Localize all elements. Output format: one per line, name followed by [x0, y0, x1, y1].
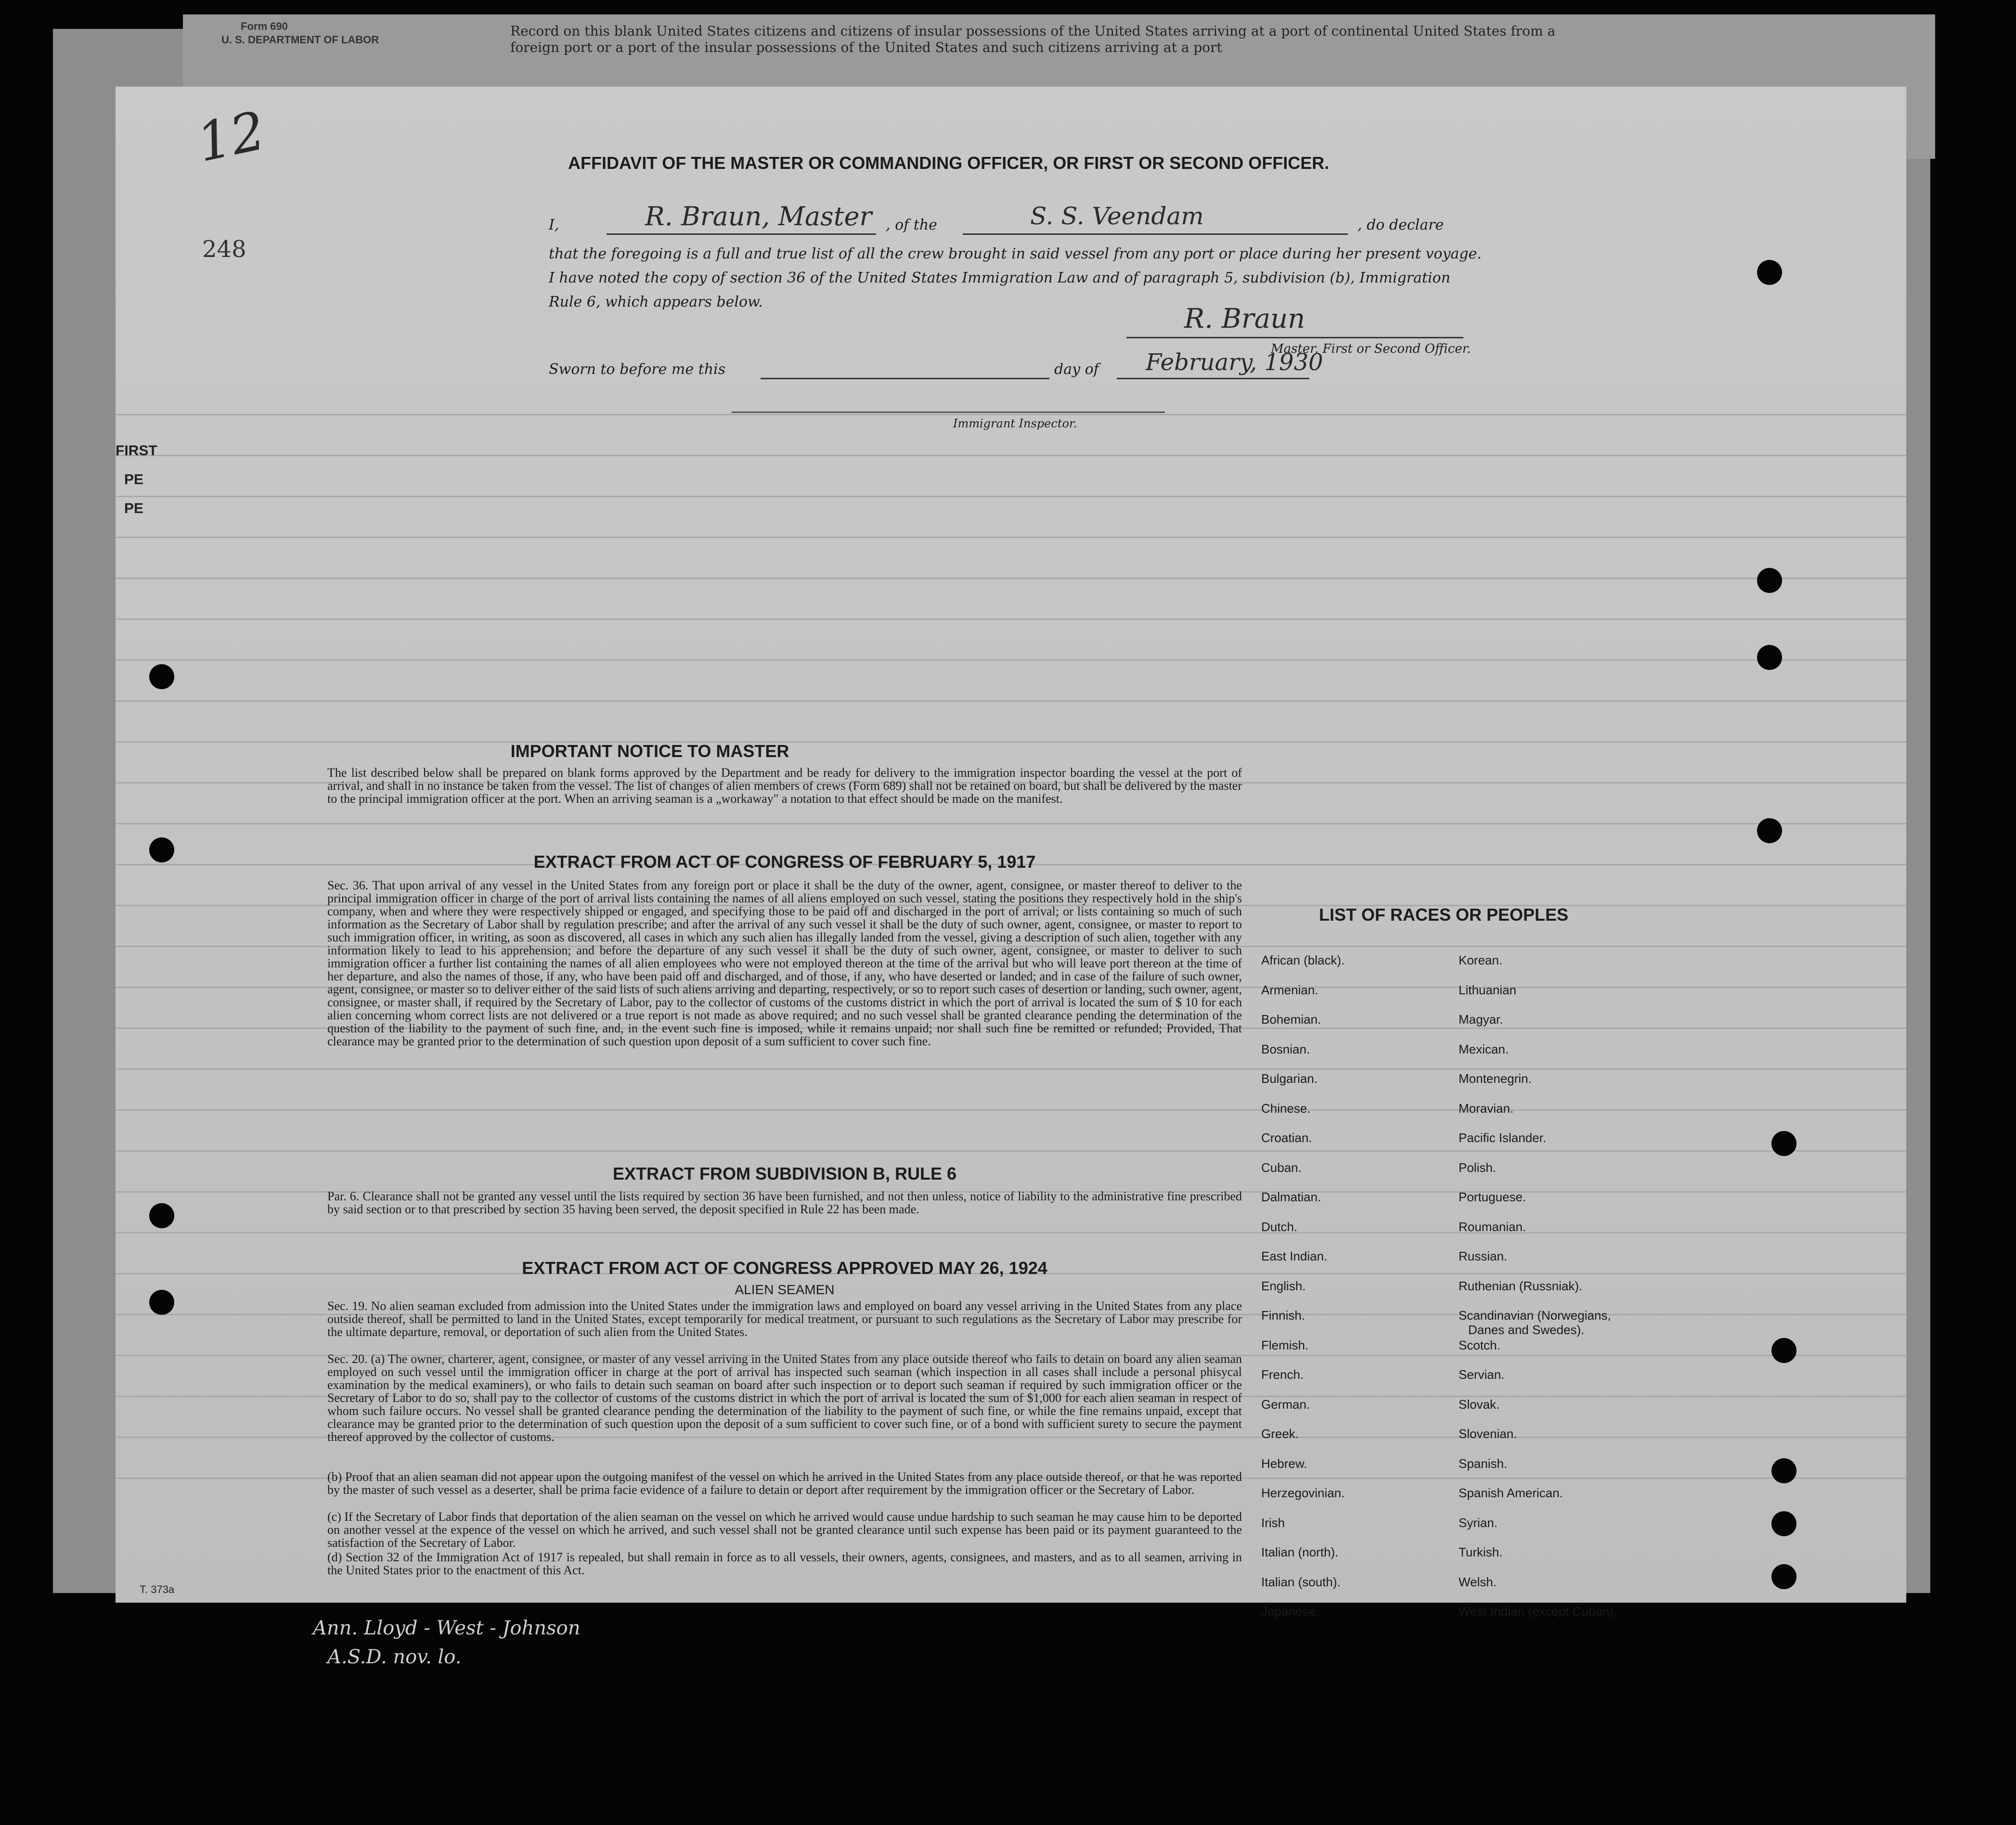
sworn-rule	[761, 378, 1049, 379]
punch-hole	[1771, 1338, 1796, 1363]
margin-mark-pe-1: PE	[124, 472, 144, 488]
department-label: U. S. DEPARTMENT OF LABOR	[221, 34, 379, 46]
race-item: Dalmatian.	[1261, 1190, 1321, 1204]
vessel-name-handwritten: S. S. Veendam	[1030, 202, 1204, 230]
punch-hole	[1757, 568, 1782, 593]
act-1924-title: EXTRACT FROM ACT OF CONGRESS APPROVED MAY 26, 1924	[522, 1258, 1047, 1278]
stamp-number: 248	[202, 236, 246, 263]
race-item: Danes and Swedes).	[1468, 1323, 1585, 1337]
race-item: Mexican.	[1459, 1041, 1509, 1056]
punch-hole	[1771, 1511, 1796, 1536]
signature-rule	[1126, 337, 1463, 338]
top-heading-line2: foreign port or a port of the insular possessions of the United States and such citizens arriving at a port	[510, 39, 1222, 55]
race-item: Portuguese.	[1459, 1190, 1526, 1204]
sheet-number-handwritten: 12	[192, 99, 271, 174]
punch-hole	[1757, 645, 1782, 670]
day-of-label: day of	[1054, 361, 1099, 378]
race-item: Scotch.	[1459, 1337, 1500, 1352]
act-1917-title: EXTRACT FROM ACT OF CONGRESS OF FEBRUARY 5, 1917	[533, 852, 1036, 872]
punch-hole	[149, 1290, 174, 1315]
sworn-date-handwritten: February, 1930	[1146, 349, 1323, 376]
form-number: Form 690	[241, 20, 288, 32]
race-item: Finnish.	[1261, 1308, 1305, 1323]
race-item: Moravian.	[1459, 1101, 1514, 1116]
rule6-title: EXTRACT FROM SUBDIVISION B, RULE 6	[612, 1164, 957, 1183]
race-item: Dutch.	[1261, 1219, 1298, 1234]
race-item: Bosnian.	[1261, 1041, 1310, 1056]
race-item: Ruthenian (Russniak).	[1459, 1278, 1583, 1293]
act-1924-subtitle: ALIEN SEAMEN	[735, 1282, 835, 1297]
race-item: Croatian.	[1261, 1131, 1312, 1145]
race-item: Slovenian.	[1459, 1427, 1517, 1441]
punch-hole	[1771, 1131, 1796, 1156]
manifest-page	[116, 87, 1906, 1619]
act-1924-sec20a: Sec. 20. (a) The owner, charterer, agent, consignee, or master of any vessel arriving in the United States from any place outside thereof who fails to detain on board any alien seaman employed on such vessel until the immigration officer in charge at the port of arrival has inspected such seaman (which inspection in all cases shall include a personal phisycal examination by the medical examiners), or who fails to detain such seaman on board after such inspection or to deport such seaman if required by such immigration officer or the Secretary of Labor to do so, shall pay to the collector of customs of the customs district in which the port of arrival is located the sum of $1,000 for each alien seaman in respect of whom such failure occurs. No vessel shall be granted clearance pending the determination of the liability to the payment of such fine, or while the fine remains unpaid, except that clearance may be granted prior to the determination of such question upon the deposit of a sum sufficient to cover such fine, or of a bond with sufficient surety to secure the payment thereof approved by the collector of customs.	[327, 1352, 1242, 1444]
handwritten-note-1: Ann. Lloyd - West - Johnson	[313, 1617, 581, 1639]
race-item: Syrian.	[1459, 1515, 1498, 1530]
race-item: Welsh.	[1459, 1574, 1497, 1589]
affidavit-title: AFFIDAVIT OF THE MASTER OR COMMANDING OFFICER, OR FIRST OR SECOND OFFICER.	[568, 153, 1330, 173]
do-declare: , do declare	[1357, 217, 1444, 233]
date-rule	[1117, 378, 1309, 379]
race-item: Cuban.	[1261, 1160, 1302, 1175]
punch-hole	[149, 1203, 174, 1228]
race-item: English.	[1261, 1278, 1306, 1293]
margin-mark-first: FIRST	[116, 443, 157, 459]
race-item: Turkish.	[1459, 1545, 1503, 1559]
race-item: Herzegovinian.	[1261, 1486, 1345, 1500]
inspector-rule	[732, 411, 1165, 413]
races-left-column	[1261, 953, 1344, 1634]
punch-hole	[149, 837, 174, 862]
act-1924-sec20d: (d) Section 32 of the Immigration Act of 1917 is repealed, but shall remain in force as to all vessels, their owners, agents, consignees, and masters, and as to all seamen, arriving in the United States prior to the enactment of this Act.	[327, 1550, 1242, 1577]
declaration-line4: Rule 6, which appears below.	[549, 294, 763, 310]
punch-hole	[1757, 260, 1782, 285]
act-1924-sec20b: (b) Proof that an alien seaman did not appear upon the outgoing manifest of the vessel on which he arrived in the United States from any place outside thereof, or that he was reported by the master of such vessel as a deserter, shall be prima facie evidence of a failure to detain or deport after requirement by the immigration officer or the Secretary of Labor.	[327, 1470, 1242, 1497]
act-1924-sec20c: (c) If the Secretary of Labor finds that deportation of the alien seaman on the vessel on which he arrived would cause undue hardship to such seaman he may cause him to be deported on another vessel at the expence of the vessel on which he arrived, and such vessel shall not be granted clearance until such expense has been paid or its payment guaranteed to the satisfaction of the Secretary of Labor.	[327, 1510, 1242, 1550]
signature-caption: Master, First or Second Officer.	[1271, 342, 1471, 356]
race-item: Spanish American.	[1459, 1486, 1563, 1500]
race-item: Russian.	[1459, 1249, 1508, 1263]
race-item: Polish.	[1459, 1160, 1497, 1175]
notice-title: IMPORTANT NOTICE TO MASTER	[510, 741, 789, 761]
race-item: Armenian.	[1261, 982, 1318, 997]
notice-text: The list described below shall be prepared on blank forms approved by the Department and be ready for delivery to the immigration inspector boarding the vessel at the port of arrival, and shall in no instance be taken from the vessel. The list of changes of alien members of crews (Form 689) shall not be retained on board, but shall be delivered by the master to the principal immigration officer at the port. When an arriving seaman is a „workaway" a notation to that effect should be made on the manifest.	[327, 766, 1242, 806]
form-code: T. 373a	[140, 1583, 175, 1595]
name-rule	[607, 233, 876, 235]
race-item: Lithuanian	[1459, 982, 1516, 997]
declaration-i: I,	[549, 217, 559, 233]
race-item: Slovak.	[1459, 1397, 1500, 1412]
race-item: Flemish.	[1261, 1337, 1309, 1352]
race-item: Scandinavian (Norwegians,	[1459, 1308, 1611, 1323]
master-name-handwritten: R. Braun, Master	[645, 201, 872, 231]
punch-hole	[1771, 1564, 1796, 1589]
race-item: East Indian.	[1261, 1249, 1328, 1263]
inspector-caption: Immigrant Inspector.	[953, 417, 1077, 430]
vessel-rule	[963, 233, 1348, 235]
race-item: German.	[1261, 1397, 1310, 1412]
race-item: Montenegrin.	[1459, 1071, 1532, 1086]
race-item: Chinese.	[1261, 1101, 1311, 1116]
punch-hole	[1771, 1458, 1796, 1483]
act-1924-sec19: Sec. 19. No alien seaman excluded from admission into the United States under the immigration laws and employed on board any vessel arriving in the United States from any place outside thereof, shall be permitted to land in the United States, except temporarily for medical treatment, or pursuant to such regulations as the Secretary of Labor may prescribe for the ultimate departure, removal, or deportation of such alien from the United States.	[327, 1299, 1242, 1339]
punch-hole	[149, 664, 174, 689]
handwritten-note-2: A.S.D. nov. lo.	[327, 1646, 462, 1668]
race-item: Bohemian.	[1261, 1012, 1321, 1027]
rule6-text: Par. 6. Clearance shall not be granted any vessel until the lists required by section 36 have been furnished, and not then unless, notice of liability to the administrative fine prescribed by said section or to that prescribed by section 35 having been served, the deposit specified in Rule 22 has been made.	[327, 1189, 1242, 1216]
margin-mark-pe-2: PE	[124, 501, 144, 516]
race-item: West Indian (except Cuban).	[1459, 1604, 1617, 1619]
race-item: Greek.	[1261, 1427, 1299, 1441]
signature-handwritten: R. Braun	[1184, 303, 1305, 334]
race-item: Italian (north).	[1261, 1545, 1339, 1559]
races-right-column	[1459, 953, 1617, 1634]
race-item: Japanese.	[1261, 1604, 1319, 1619]
race-item: African (black).	[1261, 953, 1345, 967]
punch-hole	[1757, 818, 1782, 843]
race-item: Hebrew.	[1261, 1456, 1307, 1471]
race-item: Spanish.	[1459, 1456, 1508, 1471]
races-title: LIST OF RACES OR PEOPLES	[1319, 905, 1569, 925]
top-heading-line1: Record on this blank United States citizens and citizens of insular possessions of the United States arriving at a port of continental United States from a	[510, 23, 1556, 39]
declaration-line2: that the foregoing is a full and true list of all the crew brought in said vessel from any port or place during her present voyage.	[549, 245, 1482, 262]
act-1917-text: Sec. 36. That upon arrival of any vessel in the United States from any foreign port or place it shall be the duty of the owner, agent, consignee, or master thereof to deliver to the principal immigration officer in charge of the port of arrival lists containing the names of all aliens employed on such vessel, stating the positions they respectively hold in the ship's company, when and where they were respectively shipped or engaged, and specifying those to be paid off and discharged in the port of arrival; or lists containing so much of such information as the Secretary of Labor shall by regulation prescribe; and after the arrival of any such vessel it shall be the duty of such owner, agent, consignee, or master to report to such immigration officer, in writing, as soon as discovered, all cases in which any such alien has illegally landed from the vessel, giving a description of such alien, together with any information likely to lead to his apprehension; and before the departure of any such vessel it shall be the duty of such owner, agent, consignee, or master to deliver to such immigration officer a further list containing the names of all alien employees who were not employed thereon at the time of the arrival but who will leave port thereon at the time of her departure, and also the names of those, if any, who have been paid off and discharged, and of those, if any, who have deserted or landed; and in case of the failure of such owner, agent, consignee, or master so to deliver either of the said lists of such aliens arriving and departing, respectively, or so to report such cases of desertion or landing, such owner, agent, consignee, or master shall, if required by the Secretary of Labor, pay to the collector of customs of the customs district in which the port of arrival is located the sum of $ 10 for each alien concerning whom correct lists are not delivered or a true report is not made as above required; and no such vessel shall be granted clearance pending the determination of the question of the liability to the payment of such fine, and, in the event such fine is imposed, while it remains unpaid; nor shall such fine be remitted or refunded; Provided, That clearance may be granted prior to the determination of such question upon deposit of a sum sufficient to cover such fine.	[327, 878, 1242, 1048]
sworn-label: Sworn to before me this	[549, 361, 726, 378]
declaration-line3: I have noted the copy of section 36 of the United States Immigration Law and of paragraph 5, subdivision (b), Immigration	[549, 270, 1450, 286]
race-item: Italian (south).	[1261, 1574, 1341, 1589]
race-item: Pacific Islander.	[1459, 1131, 1547, 1145]
race-item: Korean.	[1459, 953, 1503, 967]
race-item: Bulgarian.	[1261, 1071, 1318, 1086]
race-item: Irish	[1261, 1515, 1285, 1530]
race-item: French.	[1261, 1367, 1304, 1382]
race-item: Roumanian.	[1459, 1219, 1526, 1234]
of-the-label: , of the	[886, 217, 937, 233]
race-item: Magyar.	[1459, 1012, 1503, 1027]
race-item: Servian.	[1459, 1367, 1505, 1382]
